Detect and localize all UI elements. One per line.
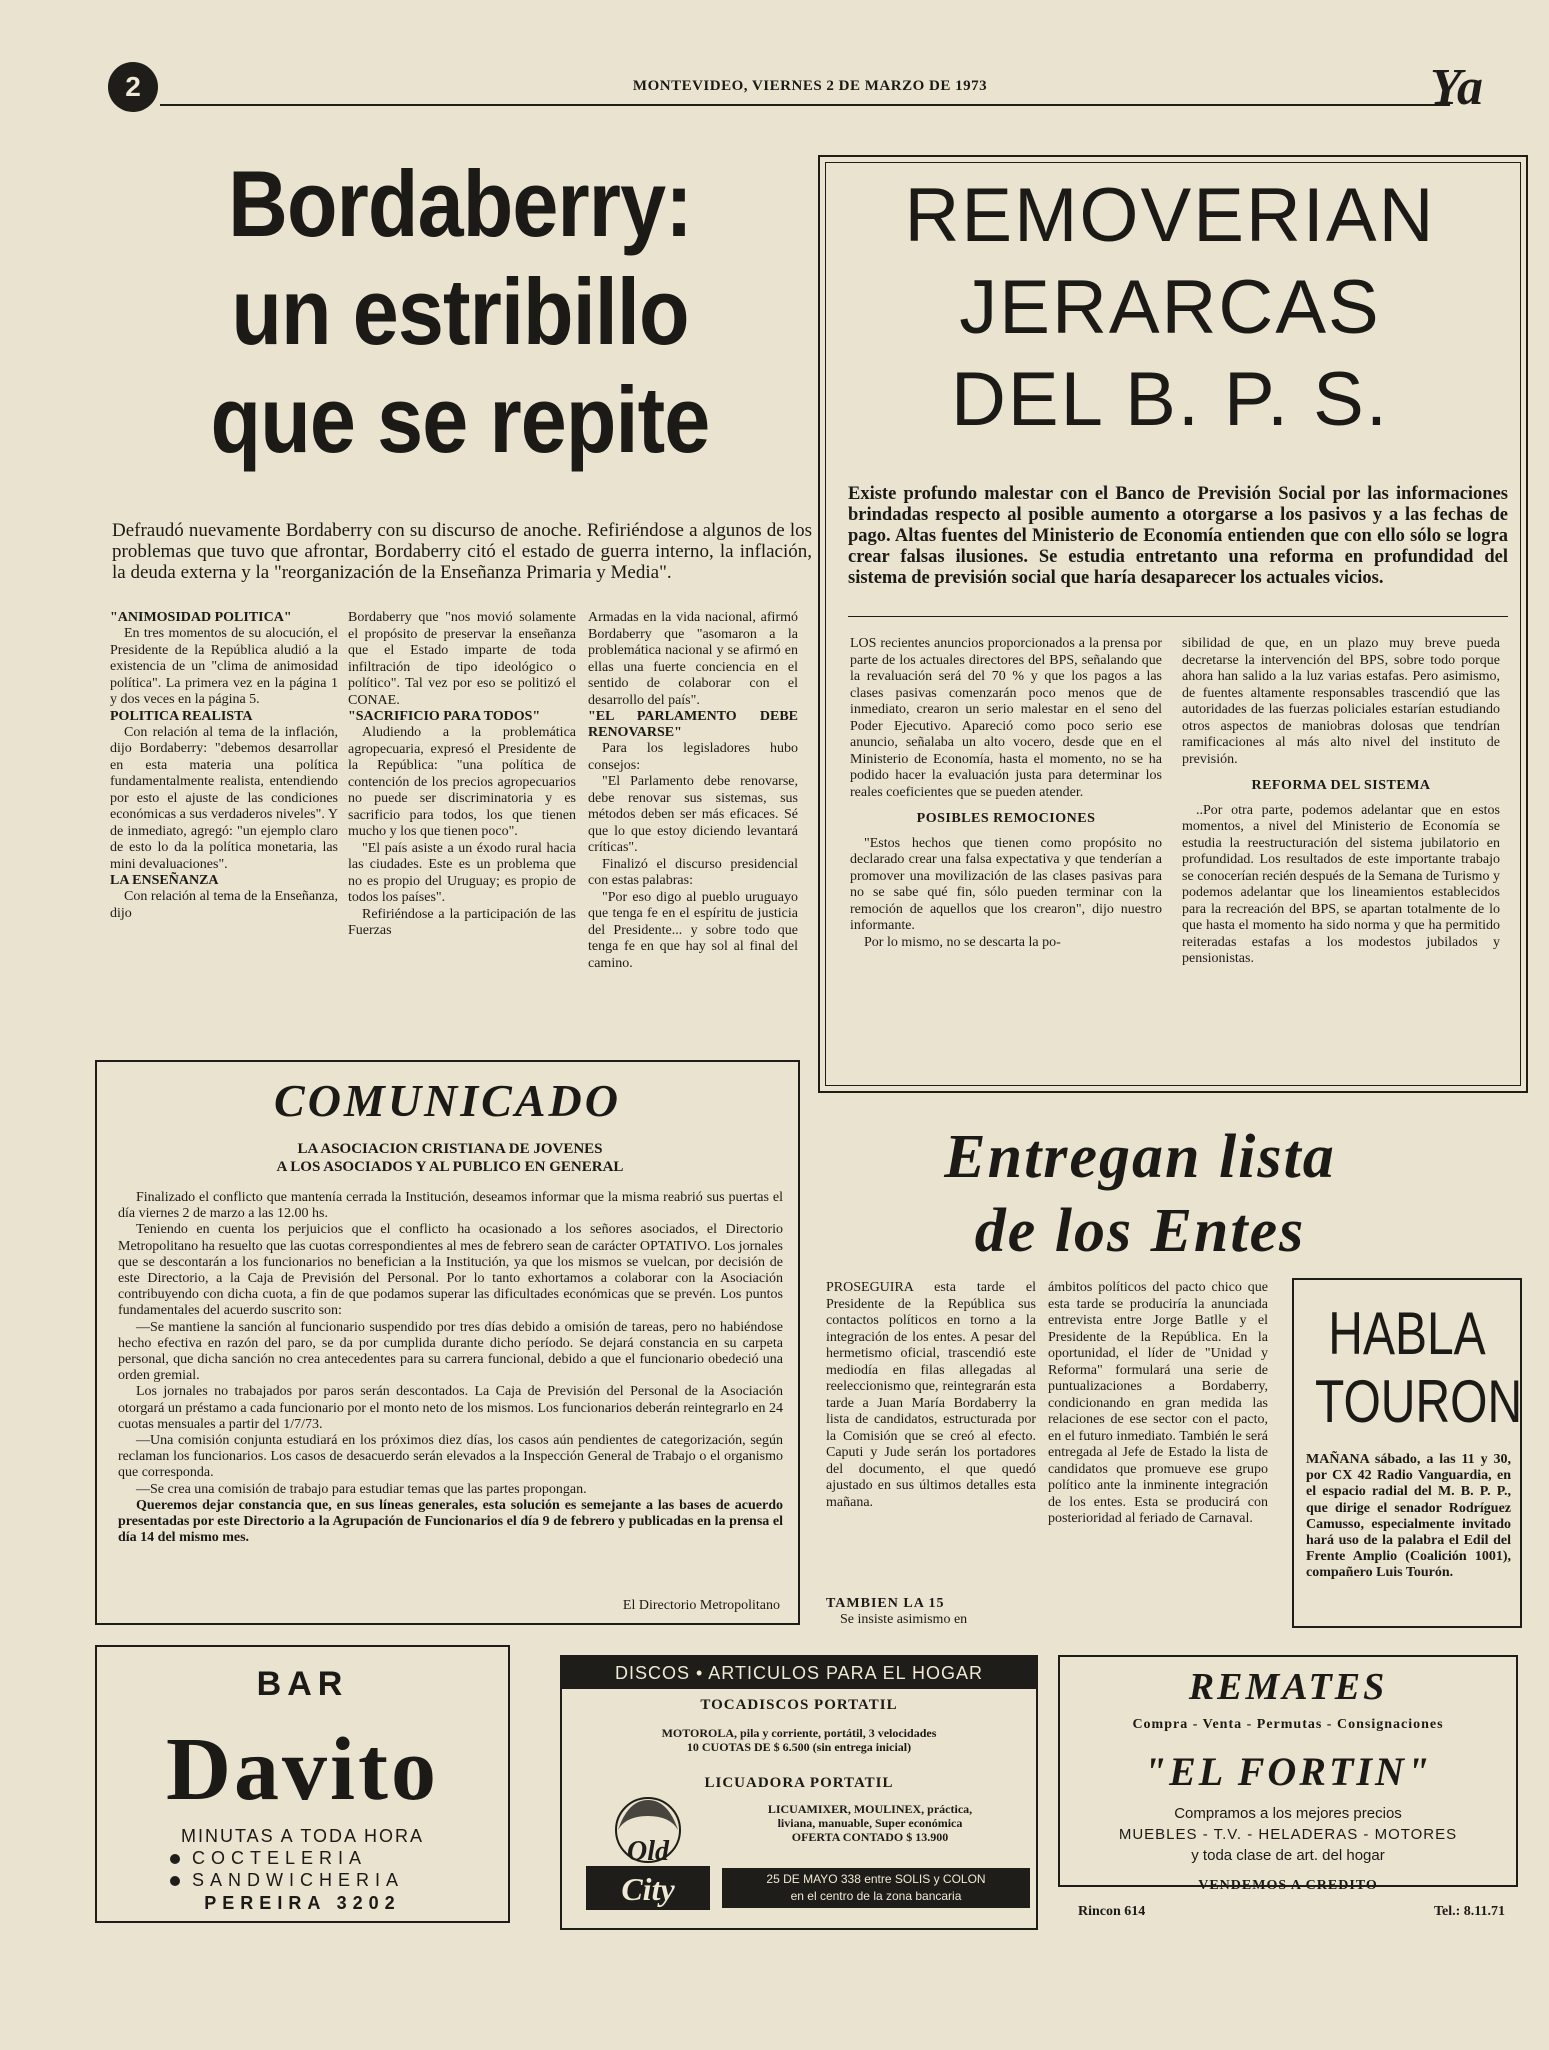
subtitle-line: LA ASOCIACION CRISTIANA DE JOVENES xyxy=(297,1141,603,1157)
subhead-tail: Se insiste asimismo en xyxy=(840,1612,968,1627)
comunicado-body xyxy=(118,1190,783,1546)
removerian-column-2 xyxy=(1182,636,1500,968)
column-paragraph: Bordaberry que "nos movió solamente el propósito de preservar la enseñanza que el Estado imparte de toda infiltración de tipo ideológico o político". Tal vez por eso se politizó el CONAE. xyxy=(348,610,576,708)
ad-fortin-line: VENDEMOS A CREDITO xyxy=(1198,1878,1378,1893)
column-paragraph: ..Por otra parte, podemos adelantar que en estos momentos, a nivel del Ministerio de Economía se estudia la reestructuración del sistema jubilatorio en profundidad. Los resultados de este importante trabajo se conocerían recién después de la Semana de Turismo y podemos adelantar que los lineamientos establecidos para la recreación del BPS, se apartan totalmente de lo que hasta el momento ha sido norma y que ha permitido reiteradas estafas a los modestos jubilados y pensionistas. xyxy=(1182,802,1500,966)
ad-fortin-title: REMATES xyxy=(1188,1666,1388,1708)
ad-fortin-line: y toda clase de art. del hogar xyxy=(1191,1847,1385,1864)
column-paragraph: Aludiendo a la problemática agropecuaria, expresó el Presidente de la República: "una política de contención de los precios agropecuarios no puede ser discriminatoria y es sacrificio para todos, los que tienen mucho y los que tienen poco". xyxy=(348,725,576,839)
ad-discos-band: DISCOS • ARTICULOS PARA EL HOGAR xyxy=(562,1657,1036,1689)
touron-body: MAÑANA sábado, a las 11 y 30, por CX 42 Radio Vanguardia, en el espacio radial del M. B. P. P., que dirige el senador Rodríguez Camusso, especialmente invitado hará uso de la palabra el Edil del Frente Amplio (Coalición 1001), compañero Luis Tourón. xyxy=(1306,1452,1511,1581)
comunicado-subtitle xyxy=(120,1140,780,1176)
entregan-column-2: ámbitos políticos del pacto chico que esta tarde se produciría la anunciada entrevista entre Jorge Batlle y el Presidente de la República. En la oportunidad, el líder de "Unidad y Reforma" formulará una serie de puntualizaciones a Bordaberry, condicionando en gran medida las relaciones de ese sector con el pacto, en el futuro inmediato. También le será entregada al Jefe de Estado la lista de candidatos que promueve ese grupo político ante la inminente integración de los entes. Esta se producirá con posterioridad al feriado de Carnaval. xyxy=(1048,1280,1268,1526)
column-subhead: POSIBLES REMOCIONES xyxy=(916,811,1096,826)
entregan-column-1: PROSEGUIRA esta tarde el Presidente de la República sus contactos políticos en torno a la integración de los entes. A pesar del hermetismo oficial, trascendió este mediodía en filas allegadas al reeleccionismo que, reintegrarán esta tarde a Juan María Bordaberry la lista de candidatos, estructurada por la Comisión que se creó al efecto. Caputi y Jude serán los portadores del documento, el que quedó ajustado en sus últimos detalles esta mañana. xyxy=(826,1280,1036,1510)
headline-line: que se repite xyxy=(210,367,710,472)
logo-top-text: Old xyxy=(627,1836,669,1867)
logo-bottom-text: City xyxy=(621,1871,675,1907)
ad-fortin-address: Rincon 614 xyxy=(1078,1904,1146,1919)
column-paragraph: Finalizó el discurso presidencial con estas palabras: xyxy=(588,856,798,888)
header-rule xyxy=(160,104,1450,106)
comunicado-signature: El Directorio Metropolitano xyxy=(622,1598,780,1613)
comunicado-title: COMUNICADO xyxy=(274,1075,621,1126)
headline-line: JERARCAS xyxy=(959,265,1381,350)
bordaberry-column-3 xyxy=(588,610,798,972)
ad-davito-line-text: SANDWICHERIA xyxy=(192,1870,405,1890)
ad-davito-line: MINUTAS A TODA HORA xyxy=(180,1826,425,1846)
removerian-headline xyxy=(830,170,1510,446)
column-paragraph: Con relación al tema de la Enseñanza, dijo xyxy=(110,889,338,921)
column-paragraph: Armadas en la vida nacional, afirmó Bordaberry que "asomaron a la problemática nacional y se afirmó en ellas una fuerte conciencia en el sentido de colaborar con el desarrollo del país". xyxy=(588,610,798,708)
subhead-text: TAMBIEN LA 15 xyxy=(826,1596,945,1611)
touron-headline xyxy=(1315,1300,1523,1436)
headline-line: Bordaberry: xyxy=(228,151,692,256)
dateline: MONTEVIDEO, VIERNES 2 DE MARZO DE 1973 xyxy=(632,78,988,94)
comunicado-paragraph: Finalizado el conflicto que mantenía cerrada la Institución, deseamos informar que la misma reabrió sus puertas el día viernes 2 de marzo a las 12.00 hs. xyxy=(118,1190,783,1222)
ad-discos-desc xyxy=(710,1802,1030,1844)
ad-fortin-line: Compra - Venta - Permutas - Consignaciones xyxy=(1132,1717,1444,1732)
column-subhead: REFORMA DEL SISTEMA xyxy=(1251,778,1431,793)
headline-line: Entregan lista xyxy=(944,1123,1336,1191)
column-paragraph: "El Parlamento debe renovarse, debe renovar sus sistemas, sus métodos deben ser más eficaces. Sé que lo que estoy diciendo levantará críticas". xyxy=(588,774,798,855)
ad-davito-bar: BAR xyxy=(256,1665,349,1703)
ad-discos-desc xyxy=(560,1726,1038,1754)
headline-line: DEL B. P. S. xyxy=(951,357,1389,442)
column-subhead: "EL PARLAMENTO DEBE RENOVARSE" xyxy=(588,709,798,740)
ad-davito-line xyxy=(170,1870,500,1891)
ad-davito-line-text: COCTELERIA xyxy=(192,1848,368,1868)
ad-davito-name: Davito xyxy=(166,1720,439,1819)
ad-fortin-line: Compramos a los mejores precios xyxy=(1174,1805,1402,1822)
column-paragraph: "Por eso digo al pueblo uruguayo que tenga fe en el espíritu de justicia del Presidente... y sobre todo que tenga fe en que hay sol al final del camino. xyxy=(588,889,798,971)
column-paragraph: sibilidad de que, en un plazo muy breve pueda decretarse la intervención del BPS, sobre todo porque ahora han salido a la luz varias estafas. Pero asimismo, de fuentes altamente responsables trascendió que las autoridades de las fuerzas policiales estarían estudiando otros aspectos de maniobras dolosas que tendrían ramificaciones al más alto nivel del instituto de previsión. xyxy=(1182,636,1500,767)
ad-fortin-line: MUEBLES - T.V. - HELADERAS - MOTORES xyxy=(1118,1826,1458,1843)
address-line: en el centro de la zona bancaria xyxy=(790,1889,962,1903)
column-paragraph: Por lo mismo, no se descarta la po- xyxy=(864,934,1061,950)
column-subhead: "SACRIFICIO PARA TODOS" xyxy=(348,709,541,724)
desc-line: OFERTA CONTADO $ 13.900 xyxy=(791,1830,949,1844)
column-subhead: "ANIMOSIDAD POLITICA" xyxy=(110,610,292,625)
desc-line: liviana, manuable, Super económica xyxy=(777,1816,963,1830)
headline-line: un estribillo xyxy=(231,259,689,364)
column-paragraph: "Estos hechos que tienen como propósito no declarado crear una falsa expectativa y que tenderían a promover una movilización de las clases pasivas para no se sabe qué fin, sólo pueden terminar con la remoción de aquellos que los crearon", dijo nuestro informante. xyxy=(850,835,1162,933)
ad-discos-title: LICUADORA PORTATIL xyxy=(704,1775,894,1791)
entregan-subhead xyxy=(826,1596,1036,1628)
bordaberry-column-2 xyxy=(348,610,576,940)
comunicado-paragraph: —Se mantiene la sanción al funcionario suspendido por tres días debido a omisión de tareas, pero no habiéndose hecho efectiva en razón del paro, se da por cumplida durante dicho período. Se dejará constancia en su carpeta personal, que dicha sanción no crea antecedentes para su carrera funcional, debido a que el funcionario obedeció una orden gremial. xyxy=(118,1319,783,1384)
entregan-headline xyxy=(830,1120,1450,1268)
comunicado-paragraph: Los jornales no trabajados por paros serán descontados. La Caja de Previsión del Personal de la Asociación otorgará un préstamo a cada funcionario por el monto neto de los mismos. Los funcionarios deberán reintegrarlo en 24 cuotas mensuales a partir del 1/7/73. xyxy=(118,1384,783,1432)
headline-line: de los Entes xyxy=(974,1197,1306,1265)
desc-line: MOTOROLA, pila y corriente, portátil, 3 velocidades xyxy=(661,1726,937,1740)
desc-line: 10 CUOTAS DE $ 6.500 (sin entrega inicial) xyxy=(686,1740,912,1754)
desc-line: LICUAMIXER, MOULINEX, práctica, xyxy=(767,1802,973,1816)
ad-discos-address-band xyxy=(722,1868,1030,1908)
address-line: 25 DE MAYO 338 entre SOLIS y COLON xyxy=(766,1872,986,1886)
column-paragraph: Con relación al tema de la inflación, dijo Bordaberry: "debemos desarrollar en esta materia una política fundamentalmente realista, entendiendo por esto el ajuste de las condiciones económicas a sus verdaderos niveles". Y de inmediato, agregó: "un ejemplo claro de esto lo da la política monetaria, las mini devaluaciones". xyxy=(110,724,338,872)
bordaberry-intro: Defraudó nuevamente Bordaberry con su discurso de anoche. Refiriéndose a algunos de los problemas que tuvo que afrontar, Bordaberry citó el estado de guerra interno, la inflación, la deuda externa y la "reorganización de la Enseñanza Primaria y Media". xyxy=(112,520,812,583)
bordaberry-column-1 xyxy=(110,610,338,922)
column-paragraph: "El país asiste a un éxodo rural hacia las ciudades. Este es un problema que no es propio del Uruguay; es propio de todos los países". xyxy=(348,840,576,905)
headline-line: HABLA xyxy=(1328,1300,1486,1367)
bordaberry-headline xyxy=(143,150,777,474)
ad-fortin-phone: Tel.: 8.11.71 xyxy=(1433,1904,1505,1919)
column-paragraph: En tres momentos de su alocución, el Presidente de la República aludió a la existencia de un "clima de animosidad política". La primera vez en la página 1 y dos veces en la página 5. xyxy=(110,626,338,707)
bullet-icon xyxy=(170,1876,180,1886)
removerian-intro: Existe profundo malestar con el Banco de Previsión Social por las informaciones brindadas respecto al posible aumento a otorgarse a los pasivos y a las fechas de pago. Altas fuentes del Ministerio de Economía entienden que con ello sólo se logra crear falsas ilusiones. Se estudia entretanto una reforma en profundidad del sistema de previsión social que haría desaparecer los actuales vicios. xyxy=(848,484,1508,588)
column-subhead: POLITICA REALISTA xyxy=(110,708,253,724)
ad-davito-address: PEREIRA 3202 xyxy=(204,1893,401,1913)
column-paragraph: LOS recientes anuncios proporcionados a la prensa por parte de los actuales directores del BPS, señalando que la revaluación será del 70 % y que los pagos a las clases pasivas comenzarán poco menos que de inmediato, crearon un serio malestar en el seno del Poder Ejecutivo. Apareció como poco serio ese anuncio, señalaba un alto vocero, desde que en el Ministerio de Economía, hasta el momento, no se ha podido hacer la evaluación justa para determinar los reales coeficientes que se pueden atender. xyxy=(850,636,1162,800)
newspaper-logo: Ya xyxy=(1430,59,1483,116)
ad-fortin-name: "EL FORTIN" xyxy=(1143,1749,1433,1794)
page-number: 2 xyxy=(108,62,158,112)
ad-discos-title: TOCADISCOS PORTATIL xyxy=(700,1697,898,1713)
column-subhead: LA ENSEÑANZA xyxy=(110,873,219,888)
column-paragraph: Refiriéndose a la participación de las Fuerzas xyxy=(348,906,576,938)
column-paragraph: Para los legisladores hubo consejos: xyxy=(588,741,798,773)
comunicado-paragraph: Queremos dejar constancia que, en sus líneas generales, esta solución es semejante a las bases de acuerdo presentadas por este Directorio a la Agrupación de Funcionarios el día 9 de febrero y publicadas en la prensa el día 14 del mismo mes. xyxy=(118,1497,783,1546)
comunicado-paragraph: —Una comisión conjunta estudiará en los próximos diez días, los casos aún pendientes de categorización, según reclaman los funcionarios. Los casos de desacuerdo serán elevados a la Inspección General de Trabajo o el organismo que corresponda. xyxy=(118,1433,783,1481)
subtitle-line: A LOS ASOCIADOS Y AL PUBLICO EN GENERAL xyxy=(276,1159,624,1175)
removerian-column-1 xyxy=(850,636,1162,951)
comunicado-paragraph: —Se crea una comisión de trabajo para estudiar temas que las partes propongan. xyxy=(136,1481,587,1497)
headline-line: TOURON xyxy=(1315,1368,1523,1435)
old-city-logo xyxy=(578,1790,718,1920)
headline-line: REMOVERIAN xyxy=(904,173,1436,258)
bullet-icon xyxy=(170,1854,180,1864)
comunicado-paragraph: Teniendo en cuenta los perjuicios que el conflicto ha ocasionado a los señores asociados, el Directorio Metropolitano ha resuelto que las cuotas correspondientes al mes de febrero sean de carácter OPTATIVO. Los jornales que se descontarán a los funcionarios no benefician a la Institución, ya que los mismos se vuelcan, por decisión de este Directorio, a la Caja de Previsión del Personal. Por lo tanto exhortamos a colaborar con la Asociación contribuyendo con dicha cuota, a fin de que podamos superar las dificultades económicas que se prevén. Los puntos fundamentales del acuerdo suscrito son: xyxy=(118,1222,783,1319)
ad-davito-line xyxy=(170,1848,500,1869)
removerian-divider xyxy=(848,616,1508,617)
